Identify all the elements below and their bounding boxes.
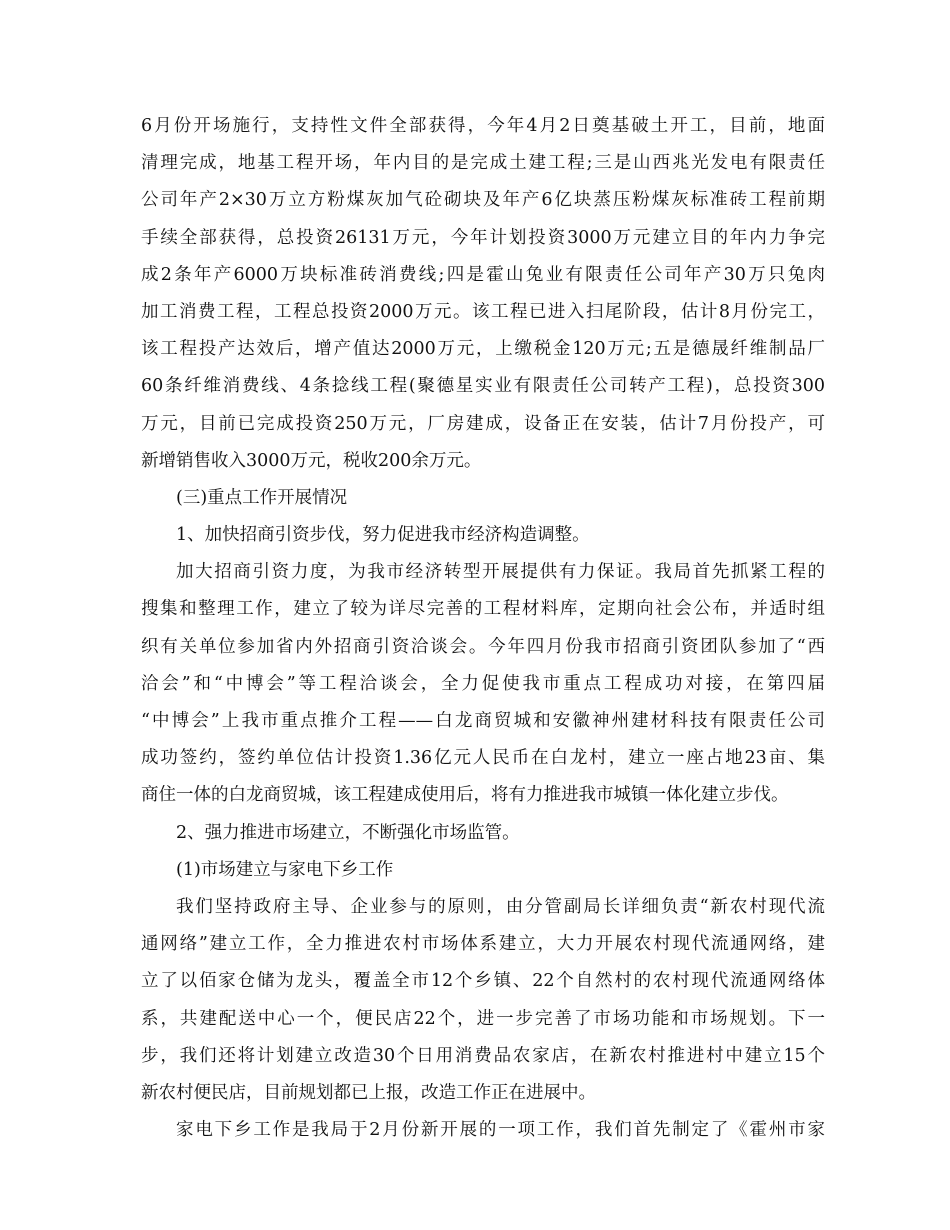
text-line: 公司年产2×30万立方粉煤灰加气砼砌块及年产6亿块蒸压粉煤灰标准砖工程前期 — [141, 190, 825, 211]
text-line: 洽会”和“中博会”等工程洽谈会，全力促使我市重点工程成功对接，在第四届 — [141, 673, 825, 694]
text-line: 6月份开场施行，支持性文件全部获得，今年4月2日奠基破土开工，目前，地面 — [141, 116, 825, 136]
subsection-heading: 1、加快招商引资步伐，努力促进我市经济构造调整。 — [176, 525, 590, 546]
text-line: 新增销售收入3000万元，税收200余万元。 — [141, 450, 482, 471]
document-body — [141, 108, 825, 1149]
text-line: “中博会”上我市重点推介工程——白龙商贸城和安徽神州建材科技有限责任公司 — [141, 711, 825, 731]
text-line: 步，我们还将计划建立改造30个日用消费品农家店，在新农村推进村中建立15个 — [141, 1045, 825, 1066]
text-line: 加大招商引资力度，为我市经济转型开展提供有力保证。我局首先抓紧工程的 — [176, 562, 825, 583]
text-line: 加工消费工程，工程总投资2000万元。该工程已进入扫尾阶段，估计8月份完工， — [141, 301, 825, 322]
text-line: 立了以佰家仓储为龙头，覆盖全市12个乡镇、22个自然村的农村现代流通网络体 — [141, 971, 825, 992]
text-line: 商住一体的白龙商贸城，该工程建成使用后，将有力推进我市城镇一体化建立步伐。 — [141, 785, 789, 806]
text-line: 织有关单位参加省内外招商引资洽谈会。今年四月份我市招商引资团队参加了“西 — [141, 636, 825, 657]
text-line: 家电下乡工作是我局于2月份新开展的一项工作，我们首先制定了《霍州市家 — [176, 1120, 825, 1141]
text-line: 该工程投产达效后，增产值达2000万元，上缴税金120万元;五是德晟纤维制品厂 — [141, 339, 825, 360]
text-line: 成功签约，签约单位估计投资1.36亿元人民币在白龙村，建立一座占地23亩、集 — [141, 748, 825, 769]
text-line: 手续全部获得，总投资26131万元，今年计划投资3000万元建立目的年内力争完 — [141, 227, 825, 248]
text-line: 60条纤维消费线、4条捻线工程(聚德星实业有限责任公司转产工程)，总投资300 — [141, 376, 825, 397]
text-line: 新农村便民店，目前规划都已上报，改造工作正在进展中。 — [141, 1082, 596, 1103]
text-line: 通网络”建立工作，全力推进农村市场体系建立，大力开展农村现代流通网络，建 — [141, 934, 825, 955]
text-line: 清理完成，地基工程开场，年内目的是完成土建工程;三是山西兆光发电有限责任 — [141, 153, 825, 174]
text-line: 搜集和整理工作，建立了较为详尽完善的工程材料库，定期向社会公布，并适时组 — [141, 599, 825, 620]
text-line: 我们坚持政府主导、企业参与的原则，由分管副局长详细负责“新农村现代流 — [176, 896, 825, 917]
text-line: 万元，目前已完成投资250万元，厂房建成，设备正在安装，估计7月份投产，可 — [141, 413, 825, 434]
text-line: 成2条年产6000万块标准砖消费线;四是霍山兔业有限责任公司年产30万只兔肉 — [141, 264, 825, 285]
subsection-heading: 2、强力推进市场建立，不断强化市场监管。 — [176, 822, 520, 843]
text-line: 系，共建配送中心一个，便民店22个，进一步完善了市场功能和市场规划。下一 — [141, 1008, 825, 1029]
subsection-heading: (1)市场建立与家电下乡工作 — [176, 859, 394, 880]
section-heading: (三)重点工作开展情况 — [176, 487, 348, 508]
